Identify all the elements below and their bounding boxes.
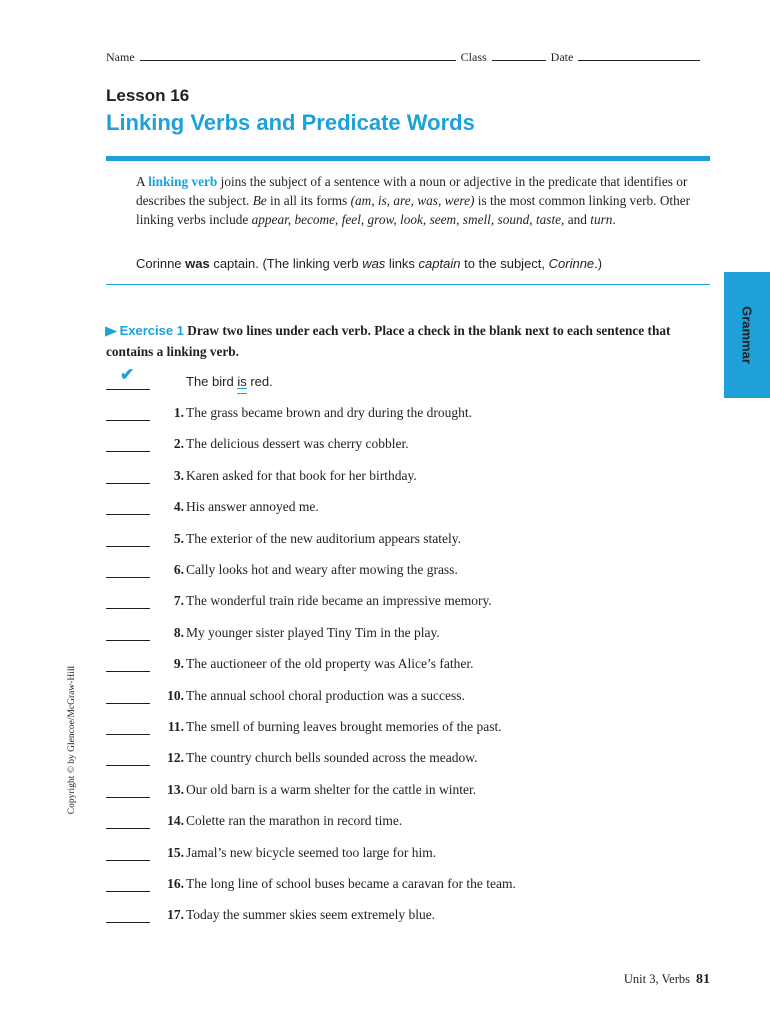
list-item	[106, 750, 706, 770]
item-number: 2.	[173, 436, 184, 452]
answer-blank[interactable]	[106, 860, 150, 861]
list-item	[106, 436, 706, 456]
footer-unit: Unit 3, Verbs	[623, 972, 690, 986]
list-item	[106, 562, 706, 582]
item-number: 8.	[173, 624, 184, 640]
list-item	[106, 845, 706, 865]
linking-verb-term: linking verb	[148, 174, 218, 189]
list-item	[106, 593, 706, 613]
item-sentence: The delicious dessert was cherry cobbler.	[186, 436, 409, 452]
lesson-number: Lesson 16	[106, 86, 190, 105]
answer-blank[interactable]	[106, 891, 150, 892]
list-item	[106, 688, 706, 708]
date-field[interactable]	[578, 48, 700, 61]
play-arrow-icon: ▶	[104, 323, 118, 338]
answer-blank[interactable]	[106, 451, 150, 452]
checkmark-icon: ✔	[120, 365, 135, 384]
item-sentence: The smell of burning leaves brought memories of the past.	[186, 719, 502, 734]
item-sentence: Cally looks hot and weary after mowing the grass.	[186, 562, 458, 577]
item-number: 14.	[167, 813, 184, 829]
answer-blank[interactable]	[106, 483, 150, 484]
answer-blank[interactable]	[106, 922, 150, 923]
name-label: Name	[106, 50, 135, 64]
item-number: 5.	[173, 530, 184, 546]
item-sentence: The wonderful train ride became an impressive memory.	[186, 593, 492, 609]
grammar-side-tab	[724, 272, 770, 398]
answer-blank[interactable]	[106, 640, 150, 641]
item-number: 7.	[173, 593, 184, 609]
section-divider	[106, 284, 710, 285]
answer-blank[interactable]	[106, 420, 150, 421]
item-number: 10.	[167, 687, 184, 703]
side-tab-label: Grammar	[739, 306, 755, 364]
student-info-header	[106, 48, 710, 65]
item-sentence: The country church bells sounded across the meadow.	[186, 750, 478, 766]
class-label: Class	[460, 50, 487, 64]
list-item	[106, 907, 706, 927]
item-sentence: My younger sister played Tiny Tim in the play.	[186, 624, 440, 640]
item-number: 13.	[167, 781, 184, 797]
page-number: 81	[696, 972, 710, 987]
sample-sentence: The bird is red.	[186, 374, 273, 389]
exercise-label: Exercise 1	[119, 323, 184, 338]
item-sentence: The exterior of the new auditorium appears stately.	[186, 530, 462, 546]
title-divider	[106, 156, 710, 161]
answer-blank[interactable]	[106, 765, 150, 766]
answer-blank[interactable]	[106, 608, 150, 609]
list-item	[106, 625, 706, 645]
item-sentence: Our old barn is a warm shelter for the cattle in winter.	[186, 781, 477, 797]
date-label: Date	[550, 50, 574, 64]
answer-blank[interactable]	[106, 797, 150, 798]
list-item	[106, 656, 706, 676]
answer-blank[interactable]	[106, 703, 150, 704]
item-sentence: His answer annoyed me.	[186, 499, 319, 515]
item-number: 12.	[167, 750, 184, 766]
answer-blank[interactable]	[106, 734, 150, 735]
item-number: 6.	[173, 562, 184, 577]
exercise-instructions	[106, 320, 706, 362]
list-item	[106, 719, 706, 739]
answer-blank[interactable]	[106, 577, 150, 578]
list-item	[106, 499, 706, 519]
sample-answer-blank[interactable]	[106, 389, 150, 390]
item-number: 17.	[167, 907, 184, 923]
item-number: 1.	[173, 405, 184, 420]
item-sentence: The annual school choral production was a success.	[186, 687, 465, 703]
answer-blank[interactable]	[106, 514, 150, 515]
list-item	[106, 876, 706, 896]
list-item	[106, 782, 706, 802]
item-number: 15.	[167, 844, 184, 860]
answer-blank[interactable]	[106, 828, 150, 829]
exercise-text: Draw two lines under each verb. Place a check in the blank next to each sentence that contains a linking verb.	[106, 323, 671, 359]
item-sentence: The grass became brown and dry during the drought.	[186, 405, 473, 420]
item-number: 9.	[173, 656, 184, 672]
answer-blank[interactable]	[106, 671, 150, 672]
list-item	[106, 531, 706, 551]
list-item	[106, 405, 706, 425]
item-number: 16.	[167, 876, 184, 891]
sample-item	[106, 365, 706, 394]
item-sentence: Jamal’s new bicycle seemed too large for him.	[186, 844, 437, 860]
item-sentence: The auctioneer of the old property was Alice’s father.	[186, 656, 474, 672]
sample-verb: is	[237, 374, 247, 389]
item-sentence: The long line of school buses became a caravan for the team.	[186, 876, 516, 891]
item-sentence: Colette ran the marathon in record time.	[186, 813, 403, 829]
item-sentence: Today the summer skies seem extremely blue.	[186, 907, 436, 923]
example-sentence: Corinne was captain. (The linking verb was links captain to the subject, Corinne.)	[136, 256, 603, 271]
name-field[interactable]	[140, 48, 456, 61]
list-item	[106, 813, 706, 833]
list-item	[106, 468, 706, 488]
item-number: 4.	[173, 499, 184, 515]
item-number: 11.	[167, 719, 184, 734]
item-number: 3.	[173, 467, 184, 483]
copyright-notice: Copyright © by Glencoe/McGraw-Hill	[67, 665, 77, 815]
intro-paragraph: A linking verb joins the subject of a sentence with a noun or adjective in the predicate that identifies or describes the subject. Be in all its forms (am, is, are, was, were) is the most common linking verb. Other linking verbs include appear, become, feel, grow, look, seem, smell, sound, taste, and turn.	[136, 174, 691, 227]
answer-blank[interactable]	[106, 546, 150, 547]
class-field[interactable]	[492, 48, 546, 61]
page-footer	[624, 972, 710, 988]
item-sentence: Karen asked for that book for her birthday.	[186, 467, 417, 483]
page-title: Linking Verbs and Predicate Words	[106, 110, 475, 135]
